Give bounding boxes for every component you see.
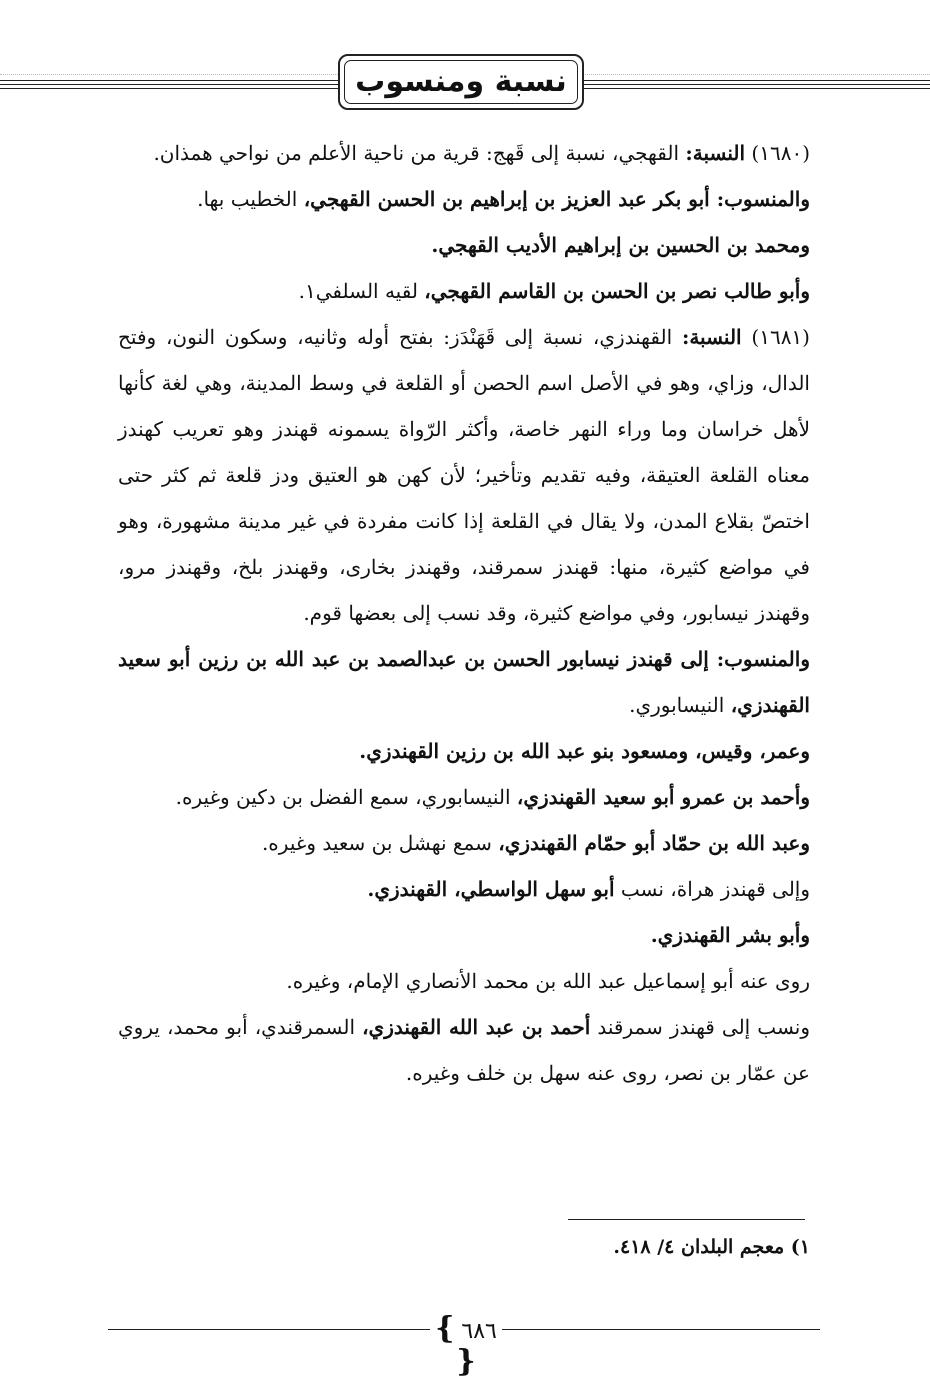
text-segment: ونسب إلى قهندز سمرقند	[590, 1015, 811, 1039]
bold-segment: أحمد بن عبد الله القهندزي،	[362, 1015, 591, 1039]
header-right-rule	[582, 88, 930, 89]
header-left-rule	[0, 84, 346, 85]
bold-segment: وأحمد بن عمرو أبو سعيد القهندزي،	[516, 785, 810, 809]
paragraph	[118, 130, 810, 176]
bold-segment: وأبو طالب نصر بن الحسن بن القاسم القهجي،	[424, 279, 810, 303]
running-header-title: نسبة ومنسوب	[355, 64, 567, 99]
page-number-wrapper	[428, 1311, 504, 1380]
page-number-bracket-left: {	[435, 1311, 455, 1346]
bold-segment: النسبة:	[685, 141, 746, 165]
paragraph	[118, 314, 810, 636]
paragraph	[118, 912, 810, 958]
text-segment: القهجي، نسبة إلى قَهج: قرية من ناحية الأعلم من نواحي همذان.	[153, 141, 686, 165]
text-segment: (١٦٨١)	[741, 325, 810, 349]
bold-segment: والمنسوب: أبو بكر عبد العزيز بن إبراهيم بن الحسن القهجي،	[303, 187, 810, 211]
footnote-separator	[568, 1219, 805, 1220]
paragraph	[118, 958, 810, 1004]
text-segment: السمرقندي، أبو محمد، يروي عن عمّار بن نصر، روى عنه سهل بن خلف وغيره.	[118, 1015, 810, 1085]
text-segment: النيسابوري.	[629, 693, 731, 717]
text-segment: (١٦٨٠)	[745, 141, 810, 165]
bold-segment: والمنسوب: إلى قهندز نيسابور الحسن بن عبدالصمد بن عبد الله بن رزين أبو سعيد القهندزي،	[118, 647, 810, 717]
bold-segment: وأبو بشر القهندزي.	[650, 923, 810, 947]
footnote: ١) معجم البلدان ٤/ ٤١٨.	[613, 1236, 810, 1258]
paragraph	[118, 636, 810, 728]
bold-segment: وعمر، وقيس، ومسعود بنو عبد الله بن رزين القهندزي.	[359, 739, 810, 763]
footer-left-rule	[108, 1329, 430, 1330]
bold-segment: ومحمد بن الحسين بن إبراهيم الأديب القهجي.	[431, 233, 810, 257]
running-header-inner-frame	[344, 60, 578, 104]
header-right-rule	[582, 80, 930, 81]
bold-segment: أبو سهل الواسطي، القهندزي.	[367, 877, 615, 901]
paragraph	[118, 268, 810, 314]
running-header-frame	[338, 54, 584, 110]
page-footer	[0, 1311, 930, 1379]
text-segment: القهندزي، نسبة إلى قَهَنْدَز: بفتح أوله وثانيه، وسكون النون، وفتح الدال، وزاي، وهو في الأصل اسم الحصن أو القلعة في وسط المدينة، وهي لغة كأنها لأهل خراسان وما وراء النهر خاصة، وأكثر الرّواة يسمونه قهندز وهو تعريب كهندز معناه القلعة العتيقة، وفيه تقديم وتأخير؛ لأن كهن هو العتيق ودز قلعة ثم كثر حتى اختصّ بقلاع المدن، ولا يقال في القلعة إذا كانت مفردة في غير مدينة مشهورة، وهو في مواضع كثيرة، منها: قهندز سمرقند، وقهندز بخارى، وقهندز بلخ، وقهندز مرو، وقهندز نيسابور، وفي مواضع كثيرة، وقد نسب إلى بعضها قوم.	[118, 325, 810, 625]
paragraph	[118, 820, 810, 866]
paragraph	[118, 1004, 810, 1096]
text-segment: روى عنه أبو إسماعيل عبد الله بن محمد الأنصاري الإمام، وغيره.	[286, 969, 810, 993]
header-right-rule	[582, 84, 930, 85]
page-number-bracket-right: }	[456, 1344, 476, 1379]
paragraph	[118, 774, 810, 820]
paragraph	[118, 728, 810, 774]
paragraph	[118, 176, 810, 222]
text-segment: النيسابوري، سمع الفضل بن دكين وغيره.	[175, 785, 517, 809]
page-number: ٦٨٦	[461, 1319, 497, 1344]
bold-segment: النسبة:	[681, 325, 742, 349]
text-segment: لقيه السلفي١.	[298, 279, 425, 303]
bold-segment: وعبد الله بن حمّاد أبو حمّام القهندزي،	[498, 831, 810, 855]
text-segment: سمع نهشل بن سعيد وغيره.	[261, 831, 499, 855]
header-left-rule	[0, 80, 346, 81]
paragraph	[118, 866, 810, 912]
footer-right-rule	[502, 1329, 820, 1330]
text-segment: الخطيب بها.	[197, 187, 304, 211]
header-left-rule	[0, 88, 346, 89]
paragraph	[118, 222, 810, 268]
text-segment: وإلى قهندز هراة، نسب	[614, 877, 810, 901]
page-body	[118, 130, 810, 1096]
